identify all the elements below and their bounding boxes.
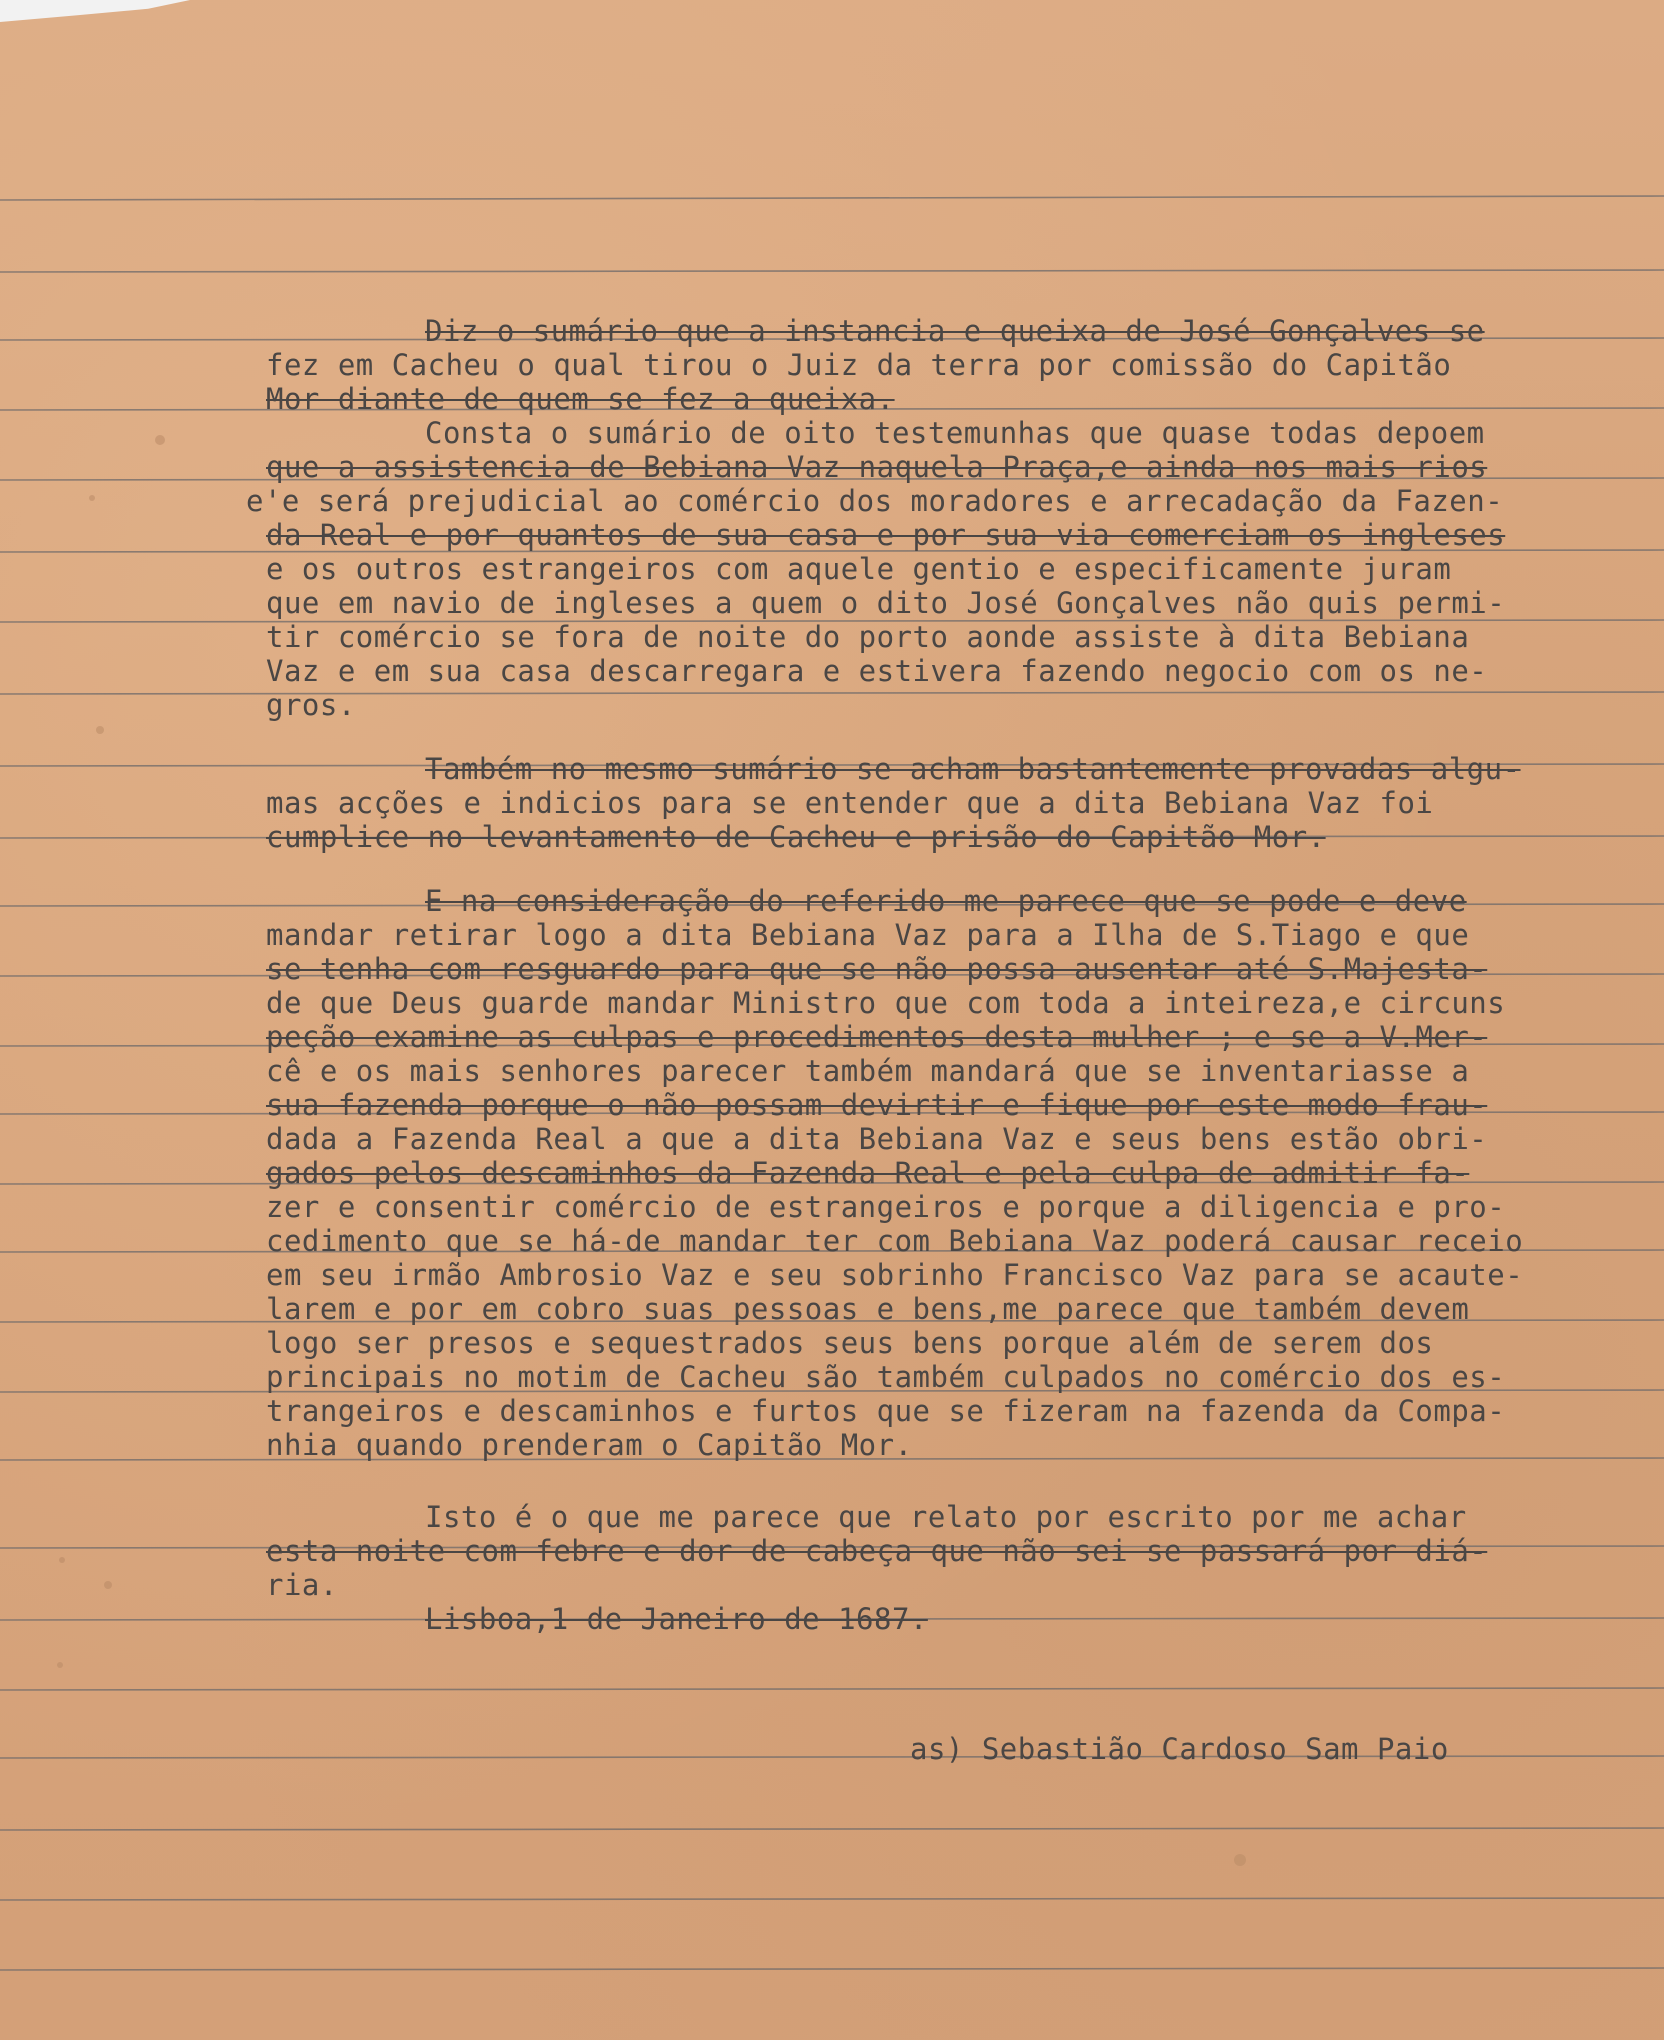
text-line: mas acções e indicios para se entender que a dita Bebiana Vaz foi bbox=[266, 786, 1434, 820]
text-line: peção examine as culpas e procedimentos desta mulher ; e se a V.Mer- bbox=[266, 1020, 1488, 1054]
text-line: da Real e por quantos de sua casa e por sua via comerciam os ingleses bbox=[266, 518, 1506, 552]
text-line: mandar retirar logo a dita Bebiana Vaz para a Ilha de S.Tiago e que bbox=[266, 918, 1470, 952]
text-line: Diz o sumário que a instancia e queixa de José Gonçalves se bbox=[425, 314, 1485, 348]
text-line: larem e por em cobro suas pessoas e bens,me parece que também devem bbox=[266, 1292, 1470, 1326]
text-line: principais no motim de Cacheu são também culpados no comércio dos es- bbox=[266, 1360, 1506, 1394]
text-line: logo ser presos e sequestrados seus bens porque além de serem dos bbox=[266, 1326, 1434, 1360]
text-line: e os outros estrangeiros com aquele gentio e especificamente juram bbox=[266, 552, 1452, 586]
text-line: dada a Fazenda Real a que a dita Bebiana Vaz e seus bens estão obri- bbox=[266, 1122, 1488, 1156]
text-line: de que Deus guarde mandar Ministro que com toda a inteireza,e circuns bbox=[266, 986, 1506, 1020]
text-line: fez em Cacheu o qual tirou o Juiz da terra por comissão do Capitão bbox=[266, 348, 1452, 382]
text-line: Consta o sumário de oito testemunhas que quase todas depoem bbox=[425, 416, 1485, 450]
text-line: trangeiros e descaminhos e furtos que se fizeram na fazenda da Compa- bbox=[266, 1394, 1506, 1428]
text-line: sua fazenda porque o não possam devirtir e fique por este modo frau- bbox=[266, 1088, 1488, 1122]
text-line: cedimento que se há-de mandar ter com Bebiana Vaz poderá causar receio bbox=[266, 1224, 1524, 1258]
text-line: e'e será prejudicial ao comércio dos moradores e arrecadação da Fazen- bbox=[246, 484, 1504, 518]
text-line: Também no mesmo sumário se acham bastantemente provadas algu- bbox=[425, 752, 1521, 786]
text-line: gros. bbox=[266, 688, 356, 722]
text-line: tir comércio se fora de noite do porto aonde assiste à dita Bebiana bbox=[266, 620, 1470, 654]
text-line: cumplice no levantamento de Cacheu e prisão do Capitão Mor. bbox=[266, 820, 1326, 854]
signature-line: as) Sebastião Cardoso Sam Paio bbox=[910, 1732, 1449, 1766]
text-line: se tenha com resguardo para que se não possa ausentar até S.Majesta- bbox=[266, 952, 1488, 986]
text-line: que em navio de ingleses a quem o dito José Gonçalves não quis permi- bbox=[266, 586, 1506, 620]
text-line: ria. bbox=[266, 1568, 338, 1602]
text-line: Vaz e em sua casa descarregara e estivera fazendo negocio com os ne- bbox=[266, 654, 1488, 688]
text-line: E na consideração do referido me parece que se pode e deve bbox=[425, 884, 1467, 918]
place-date: Lisboa,1 de Janeiro de 1687. bbox=[425, 1602, 928, 1636]
text-line: que a assistencia de Bebiana Vaz naquela Praça,e ainda nos mais rios bbox=[266, 450, 1488, 484]
text-line: Isto é o que me parece que relato por escrito por me achar bbox=[425, 1500, 1467, 1534]
text-line: em seu irmão Ambrosio Vaz e seu sobrinho Francisco Vaz para se acaute- bbox=[266, 1258, 1524, 1292]
text-line: esta noite com febre e dor de cabeça que não sei se passará por diá- bbox=[266, 1534, 1488, 1568]
text-line: nhia quando prenderam o Capitão Mor. bbox=[266, 1428, 913, 1462]
text-line: Mor diante de quem se fez a queixa. bbox=[266, 382, 895, 416]
text-line: zer e consentir comércio de estrangeiros e porque a diligencia e pro- bbox=[266, 1190, 1506, 1224]
text-line: cê e os mais senhores parecer também mandará que se inventariasse a bbox=[266, 1054, 1470, 1088]
text-line: gados pelos descaminhos da Fazenda Real e pela culpa de admitir fa- bbox=[266, 1156, 1470, 1190]
